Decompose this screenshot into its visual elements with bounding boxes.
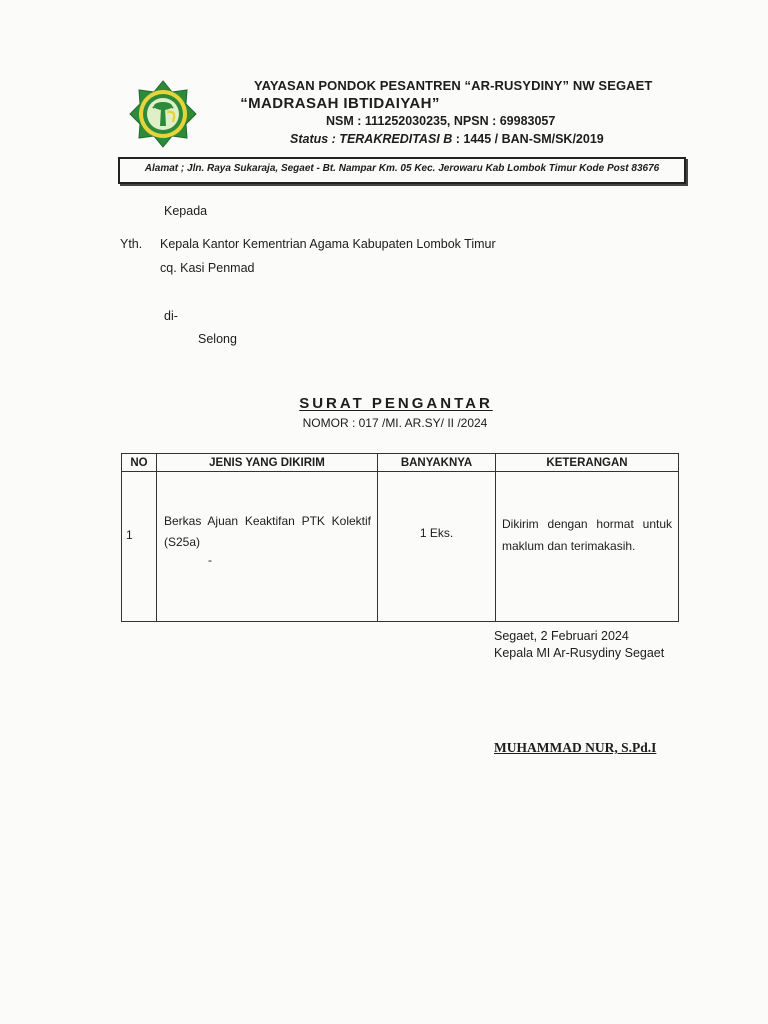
yth-label: Yth. [120,237,143,251]
foundation-name: YAYASAN PONDOK PESANTREN “AR-RUSYDINY” NW SEGAET [254,78,653,93]
signer-position: Kepala MI Ar-Rusydiny Segaet [494,646,665,660]
items-table [121,453,679,622]
school-logo [126,80,200,148]
place-date: Segaet, 2 Februari 2024 [494,629,629,643]
status-value: : 1445 / BAN-SM/SK/2019 [452,132,604,146]
letter-number: NOMOR : 017 /MI. AR.SY/ II /2024 [302,416,488,430]
cell-banyaknya: 1 Eks. [378,472,496,622]
status-label: Status : TERAKREDITASI B [290,132,453,146]
cell-keterangan: Dikirim dengan hormat untuk maklum dan terimakasih. [496,472,679,622]
table-header-row [122,454,679,472]
cell-no: 1 [122,472,157,622]
recipient-name: Kepala Kantor Kementrian Agama Kabupaten Lombok Timur [160,237,496,251]
recipient-cq: cq. Kasi Penmad [160,261,255,275]
kepada-label: Kepada [164,204,208,218]
letter-title: SURAT PENGANTAR [299,395,493,412]
cell-jenis [157,472,378,622]
school-numbers: NSM : 111252030235, NPSN : 69983057 [326,114,556,128]
school-name: “MADRASAH IBTIDAIYAH” [240,95,440,112]
jenis-text: Berkas Ajuan Keaktifan PTK Kolektif (S25a) [164,514,371,549]
header-no: NO [122,454,157,472]
accreditation-status [290,132,604,146]
signer-name: MUHAMMAD NUR, S.Pd.I [494,740,657,755]
header-jenis: JENIS YANG DIKIRIM [157,454,378,472]
di-label: di- [164,309,178,323]
header-keterangan: KETERANGAN [496,454,679,472]
table-row [122,472,679,622]
address-text: Alamat ; Jln. Raya Sukaraja, Segaet - Bt. Nampar Km. 05 Kec. Jerowaru Kab Lombok Timur Kode Post 83676 [144,163,660,174]
jenis-extra: - [208,553,212,567]
recipient-place: Selong [198,332,237,346]
header-banyaknya: BANYAKNYA [378,454,496,472]
